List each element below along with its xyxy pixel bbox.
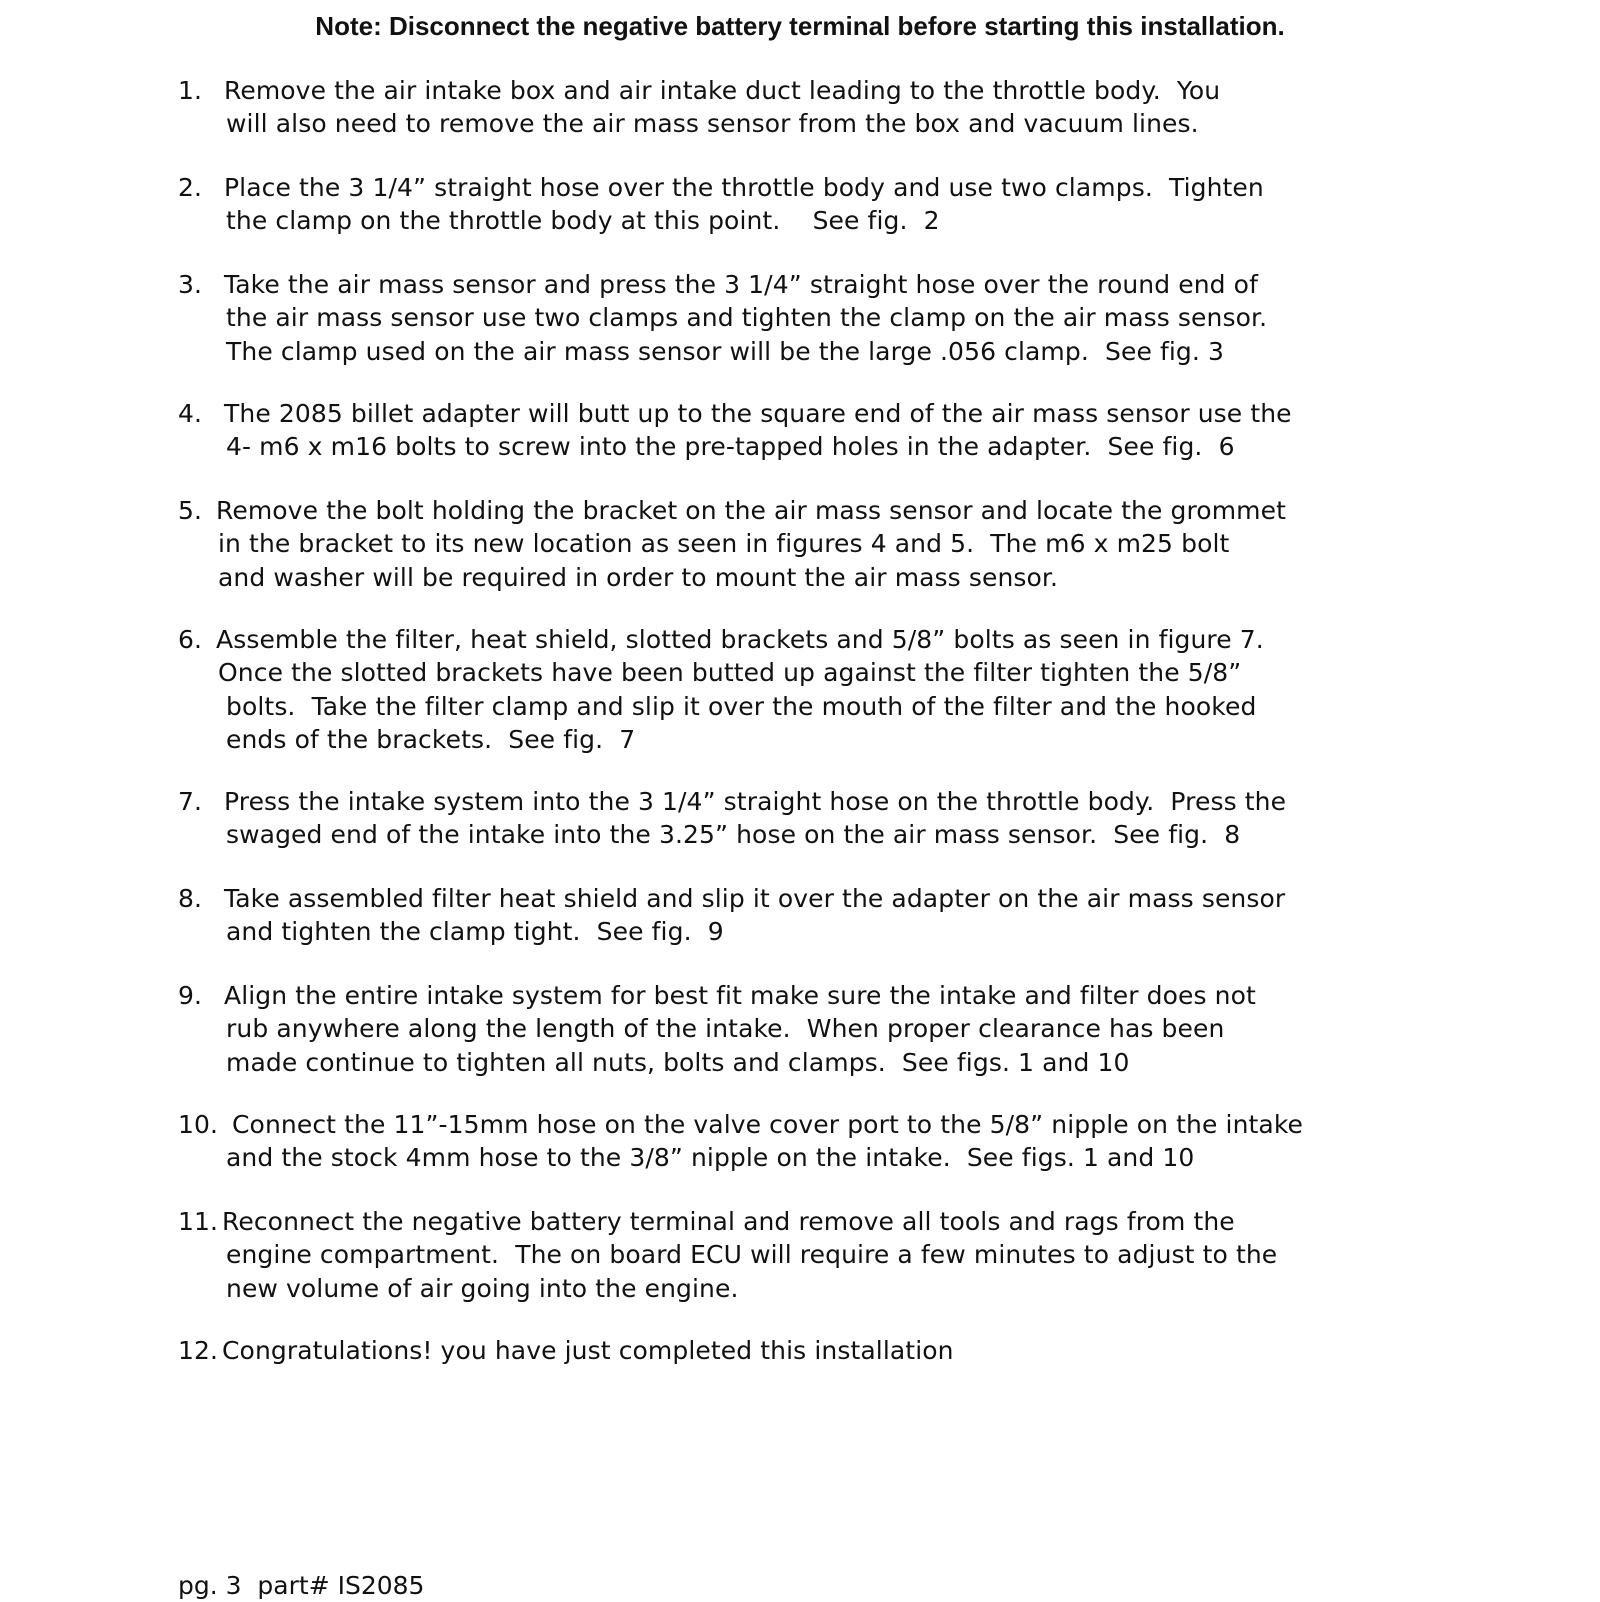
step-text-line: in the bracket to its new location as seen in figures 4 and 5. The m6 x m25 bolt [218,529,1230,559]
page-footer: pg. 3 part# IS2085 [178,1571,425,1600]
step-10 [178,1108,1428,1175]
step-number: 12. [178,1336,219,1365]
step-text-line: Align the entire intake system for best fit make sure the intake and filter does not [224,981,1256,1010]
step-text-line: the clamp on the throttle body at this point. See fig. 2 [226,206,940,236]
step-3 [178,268,1428,368]
step-4 [178,397,1428,464]
step-12 [178,1334,1428,1367]
step-8 [178,882,1428,949]
step-5 [178,494,1428,594]
step-text-line: Take assembled filter heat shield and slip it over the adapter on the air mass sensor [224,884,1286,913]
step-number: 7. [178,787,203,816]
step-6 [178,623,1428,756]
step-text-line: Reconnect the negative battery terminal and remove all tools and rags from the [222,1207,1235,1236]
step-text-line: Connect the 11”-15mm hose on the valve cover port to the 5/8” nipple on the intake [232,1110,1304,1139]
step-text-line: the air mass sensor use two clamps and tighten the clamp on the air mass sensor. [226,303,1268,333]
step-text-line: bolts. Take the filter clamp and slip it over the mouth of the filter and the hooked [226,691,1257,721]
step-11 [178,1205,1428,1305]
step-number: 6. [178,625,203,654]
step-number: 1. [178,76,203,105]
step-text-line: Remove the bolt holding the bracket on the air mass sensor and locate the grommet [216,496,1286,525]
step-number: 9. [178,981,203,1010]
step-text-line: Place the 3 1/4” straight hose over the throttle body and use two clamps. Tighten [224,173,1264,202]
step-text-line: new volume of air going into the engine. [226,1273,739,1303]
step-text-line: Press the intake system into the 3 1/4” straight hose on the throttle body. Press the [224,787,1287,816]
step-text-line: Once the slotted brackets have been butted up against the filter tighten the 5/8” [218,658,1242,688]
step-text-line: The 2085 billet adapter will butt up to the square end of the air mass sensor use the [224,399,1292,428]
step-9 [178,979,1428,1079]
step-text-line: engine compartment. The on board ECU will require a few minutes to adjust to the [226,1240,1278,1270]
step-2 [178,171,1428,238]
step-number: 3. [178,270,203,299]
step-number: 4. [178,399,203,428]
step-text-line: and tighten the clamp tight. See fig. 9 [226,917,724,947]
step-text-line: ends of the brackets. See fig. 7 [226,724,636,754]
step-text-line: made continue to tighten all nuts, bolts and clamps. See figs. 1 and 10 [226,1047,1130,1077]
step-number: 2. [178,173,203,202]
step-number: 11. [178,1207,219,1236]
step-text-line: and the stock 4mm hose to the 3/8” nipple on the intake. See figs. 1 and 10 [226,1143,1195,1173]
step-text-line: Congratulations! you have just completed this installation [222,1336,954,1365]
step-text-line: swaged end of the intake into the 3.25” hose on the air mass sensor. See fig. 8 [226,820,1241,850]
step-text-line: 4- m6 x m16 bolts to screw into the pre-tapped holes in the adapter. See fig. 6 [226,432,1235,462]
note-heading: Note: Disconnect the negative battery terminal before starting this installation. [315,11,1285,41]
step-text-line: Remove the air intake box and air intake duct leading to the throttle body. You [224,76,1221,105]
step-number: 5. [178,496,203,525]
step-text-line: will also need to remove the air mass sensor from the box and vacuum lines. [226,109,1199,139]
step-text-line: The clamp used on the air mass sensor will be the large .056 clamp. See fig. 3 [226,336,1224,366]
step-text-line: Take the air mass sensor and press the 3 1/4” straight hose over the round end of [224,270,1258,299]
step-text-line: rub anywhere along the length of the intake. When proper clearance has been [226,1014,1225,1044]
step-7 [178,785,1428,852]
step-text-line: and washer will be required in order to mount the air mass sensor. [218,562,1059,592]
step-number: 10. [178,1110,219,1139]
step-1 [178,74,1428,141]
step-number: 8. [178,884,203,913]
step-text-line: Assemble the filter, heat shield, slotted brackets and 5/8” bolts as seen in figure 7. [216,625,1264,654]
